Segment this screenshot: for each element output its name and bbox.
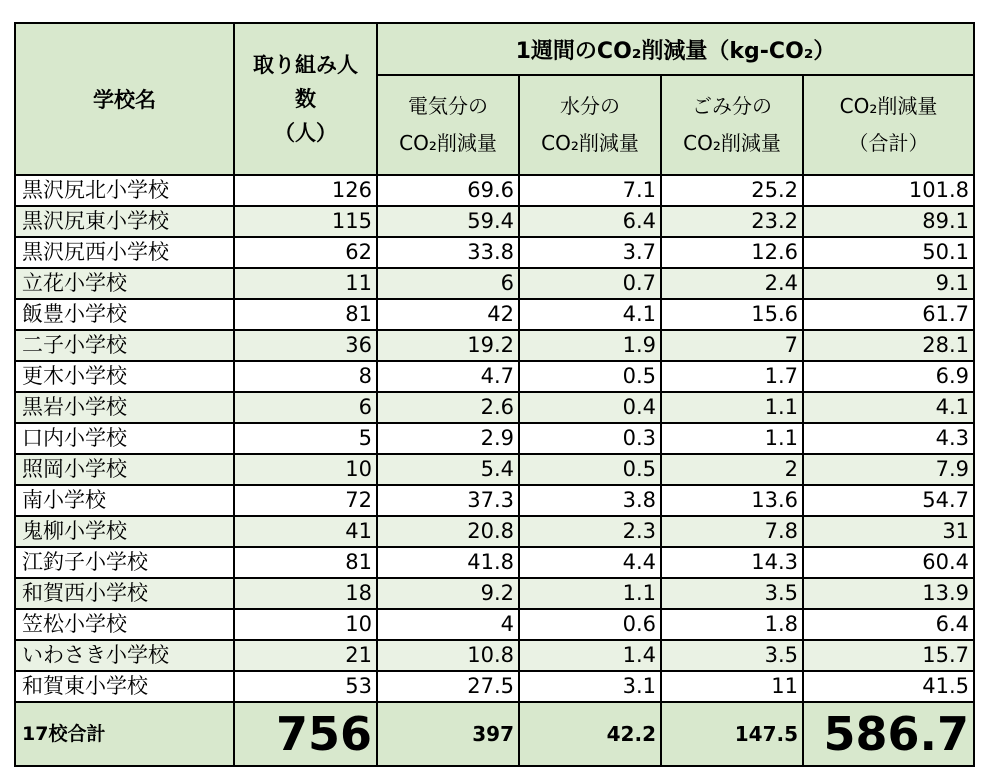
water-cell: 3.8 [519, 485, 661, 516]
table-row [15, 330, 974, 361]
garbage-cell: 25.2 [661, 175, 803, 206]
water-cell: 4.4 [519, 547, 661, 578]
total-cell: 31 [803, 516, 974, 547]
table-body [15, 175, 974, 766]
school-name: 鬼柳小学校 [15, 516, 234, 547]
school-name: 二子小学校 [15, 330, 234, 361]
table-row [15, 392, 974, 423]
garbage-cell: 3.5 [661, 640, 803, 671]
water-cell: 4.1 [519, 299, 661, 330]
school-name: 口内小学校 [15, 423, 234, 454]
electric-cell: 4 [377, 609, 519, 640]
participants-cell: 18 [234, 578, 377, 609]
total-cell: 6.9 [803, 361, 974, 392]
water-cell: 1.1 [519, 578, 661, 609]
table-row [15, 454, 974, 485]
participants-cell: 10 [234, 454, 377, 485]
water-cell: 0.5 [519, 454, 661, 485]
summary-total: 586.7 [803, 702, 974, 766]
school-name: 和賀東小学校 [15, 671, 234, 702]
table-row [15, 547, 974, 578]
co2-reduction-table [14, 22, 975, 767]
electric-cell: 69.6 [377, 175, 519, 206]
total-cell: 28.1 [803, 330, 974, 361]
school-name: 和賀西小学校 [15, 578, 234, 609]
electric-cell: 2.6 [377, 392, 519, 423]
header-garbage: ごみ分の CO₂削減量 [661, 75, 803, 175]
electric-cell: 59.4 [377, 206, 519, 237]
participants-cell: 81 [234, 299, 377, 330]
water-cell: 1.9 [519, 330, 661, 361]
school-name: 黒沢尻北小学校 [15, 175, 234, 206]
total-cell: 13.9 [803, 578, 974, 609]
total-cell: 89.1 [803, 206, 974, 237]
garbage-cell: 15.6 [661, 299, 803, 330]
header-electric: 電気分の CO₂削減量 [377, 75, 519, 175]
water-cell: 6.4 [519, 206, 661, 237]
garbage-cell: 2 [661, 454, 803, 485]
school-name: 飯豊小学校 [15, 299, 234, 330]
garbage-cell: 12.6 [661, 237, 803, 268]
total-cell: 15.7 [803, 640, 974, 671]
summary-water: 42.2 [519, 702, 661, 766]
header-participants: 取り組み人 数 （人） [234, 23, 377, 175]
garbage-cell: 11 [661, 671, 803, 702]
electric-cell: 10.8 [377, 640, 519, 671]
water-cell: 2.3 [519, 516, 661, 547]
electric-cell: 2.9 [377, 423, 519, 454]
garbage-cell: 13.6 [661, 485, 803, 516]
participants-cell: 6 [234, 392, 377, 423]
table-row [15, 361, 974, 392]
school-name: 黒岩小学校 [15, 392, 234, 423]
table-row [15, 578, 974, 609]
water-cell: 3.7 [519, 237, 661, 268]
electric-cell: 4.7 [377, 361, 519, 392]
water-cell: 0.4 [519, 392, 661, 423]
garbage-cell: 1.8 [661, 609, 803, 640]
total-cell: 9.1 [803, 268, 974, 299]
electric-cell: 9.2 [377, 578, 519, 609]
electric-cell: 42 [377, 299, 519, 330]
school-name: 笠松小学校 [15, 609, 234, 640]
water-cell: 1.4 [519, 640, 661, 671]
school-name: 黒沢尻西小学校 [15, 237, 234, 268]
participants-cell: 21 [234, 640, 377, 671]
electric-cell: 41.8 [377, 547, 519, 578]
table-row [15, 485, 974, 516]
header-school: 学校名 [15, 23, 234, 175]
header-water: 水分の CO₂削減量 [519, 75, 661, 175]
table-row [15, 175, 974, 206]
table-row [15, 609, 974, 640]
total-cell: 6.4 [803, 609, 974, 640]
garbage-cell: 23.2 [661, 206, 803, 237]
participants-cell: 53 [234, 671, 377, 702]
total-cell: 4.1 [803, 392, 974, 423]
participants-cell: 81 [234, 547, 377, 578]
total-cell: 41.5 [803, 671, 974, 702]
table-row [15, 516, 974, 547]
school-name: 黒沢尻東小学校 [15, 206, 234, 237]
electric-cell: 19.2 [377, 330, 519, 361]
electric-cell: 6 [377, 268, 519, 299]
participants-cell: 62 [234, 237, 377, 268]
total-cell: 61.7 [803, 299, 974, 330]
summary-electric: 397 [377, 702, 519, 766]
garbage-cell: 14.3 [661, 547, 803, 578]
garbage-cell: 2.4 [661, 268, 803, 299]
electric-cell: 20.8 [377, 516, 519, 547]
total-cell: 4.3 [803, 423, 974, 454]
electric-cell: 37.3 [377, 485, 519, 516]
water-cell: 0.7 [519, 268, 661, 299]
electric-cell: 27.5 [377, 671, 519, 702]
school-name: 江釣子小学校 [15, 547, 234, 578]
participants-cell: 10 [234, 609, 377, 640]
garbage-cell: 1.1 [661, 392, 803, 423]
table-row [15, 423, 974, 454]
summary-label: 17校合計 [15, 702, 234, 766]
garbage-cell: 7.8 [661, 516, 803, 547]
participants-cell: 8 [234, 361, 377, 392]
table-row [15, 206, 974, 237]
water-cell: 3.1 [519, 671, 661, 702]
table-row [15, 299, 974, 330]
table-row [15, 671, 974, 702]
participants-cell: 126 [234, 175, 377, 206]
participants-cell: 36 [234, 330, 377, 361]
school-name: 更木小学校 [15, 361, 234, 392]
garbage-cell: 1.1 [661, 423, 803, 454]
participants-cell: 72 [234, 485, 377, 516]
school-name: 立花小学校 [15, 268, 234, 299]
header-weekly-co2-reduction: 1週間のCO₂削減量（kg-CO₂） [377, 23, 974, 75]
garbage-cell: 3.5 [661, 578, 803, 609]
summary-garbage: 147.5 [661, 702, 803, 766]
table-row [15, 268, 974, 299]
garbage-cell: 1.7 [661, 361, 803, 392]
participants-cell: 41 [234, 516, 377, 547]
school-name: いわさき小学校 [15, 640, 234, 671]
participants-cell: 5 [234, 423, 377, 454]
participants-cell: 115 [234, 206, 377, 237]
table-row [15, 237, 974, 268]
water-cell: 0.5 [519, 361, 661, 392]
total-cell: 7.9 [803, 454, 974, 485]
total-cell: 101.8 [803, 175, 974, 206]
participants-cell: 11 [234, 268, 377, 299]
total-cell: 54.7 [803, 485, 974, 516]
summary-row [15, 702, 974, 766]
total-cell: 50.1 [803, 237, 974, 268]
table-row [15, 640, 974, 671]
school-name: 照岡小学校 [15, 454, 234, 485]
garbage-cell: 7 [661, 330, 803, 361]
total-cell: 60.4 [803, 547, 974, 578]
school-name: 南小学校 [15, 485, 234, 516]
water-cell: 0.3 [519, 423, 661, 454]
water-cell: 0.6 [519, 609, 661, 640]
header-total: CO₂削減量 （合計） [803, 75, 974, 175]
water-cell: 7.1 [519, 175, 661, 206]
electric-cell: 5.4 [377, 454, 519, 485]
summary-participants: 756 [234, 702, 377, 766]
electric-cell: 33.8 [377, 237, 519, 268]
